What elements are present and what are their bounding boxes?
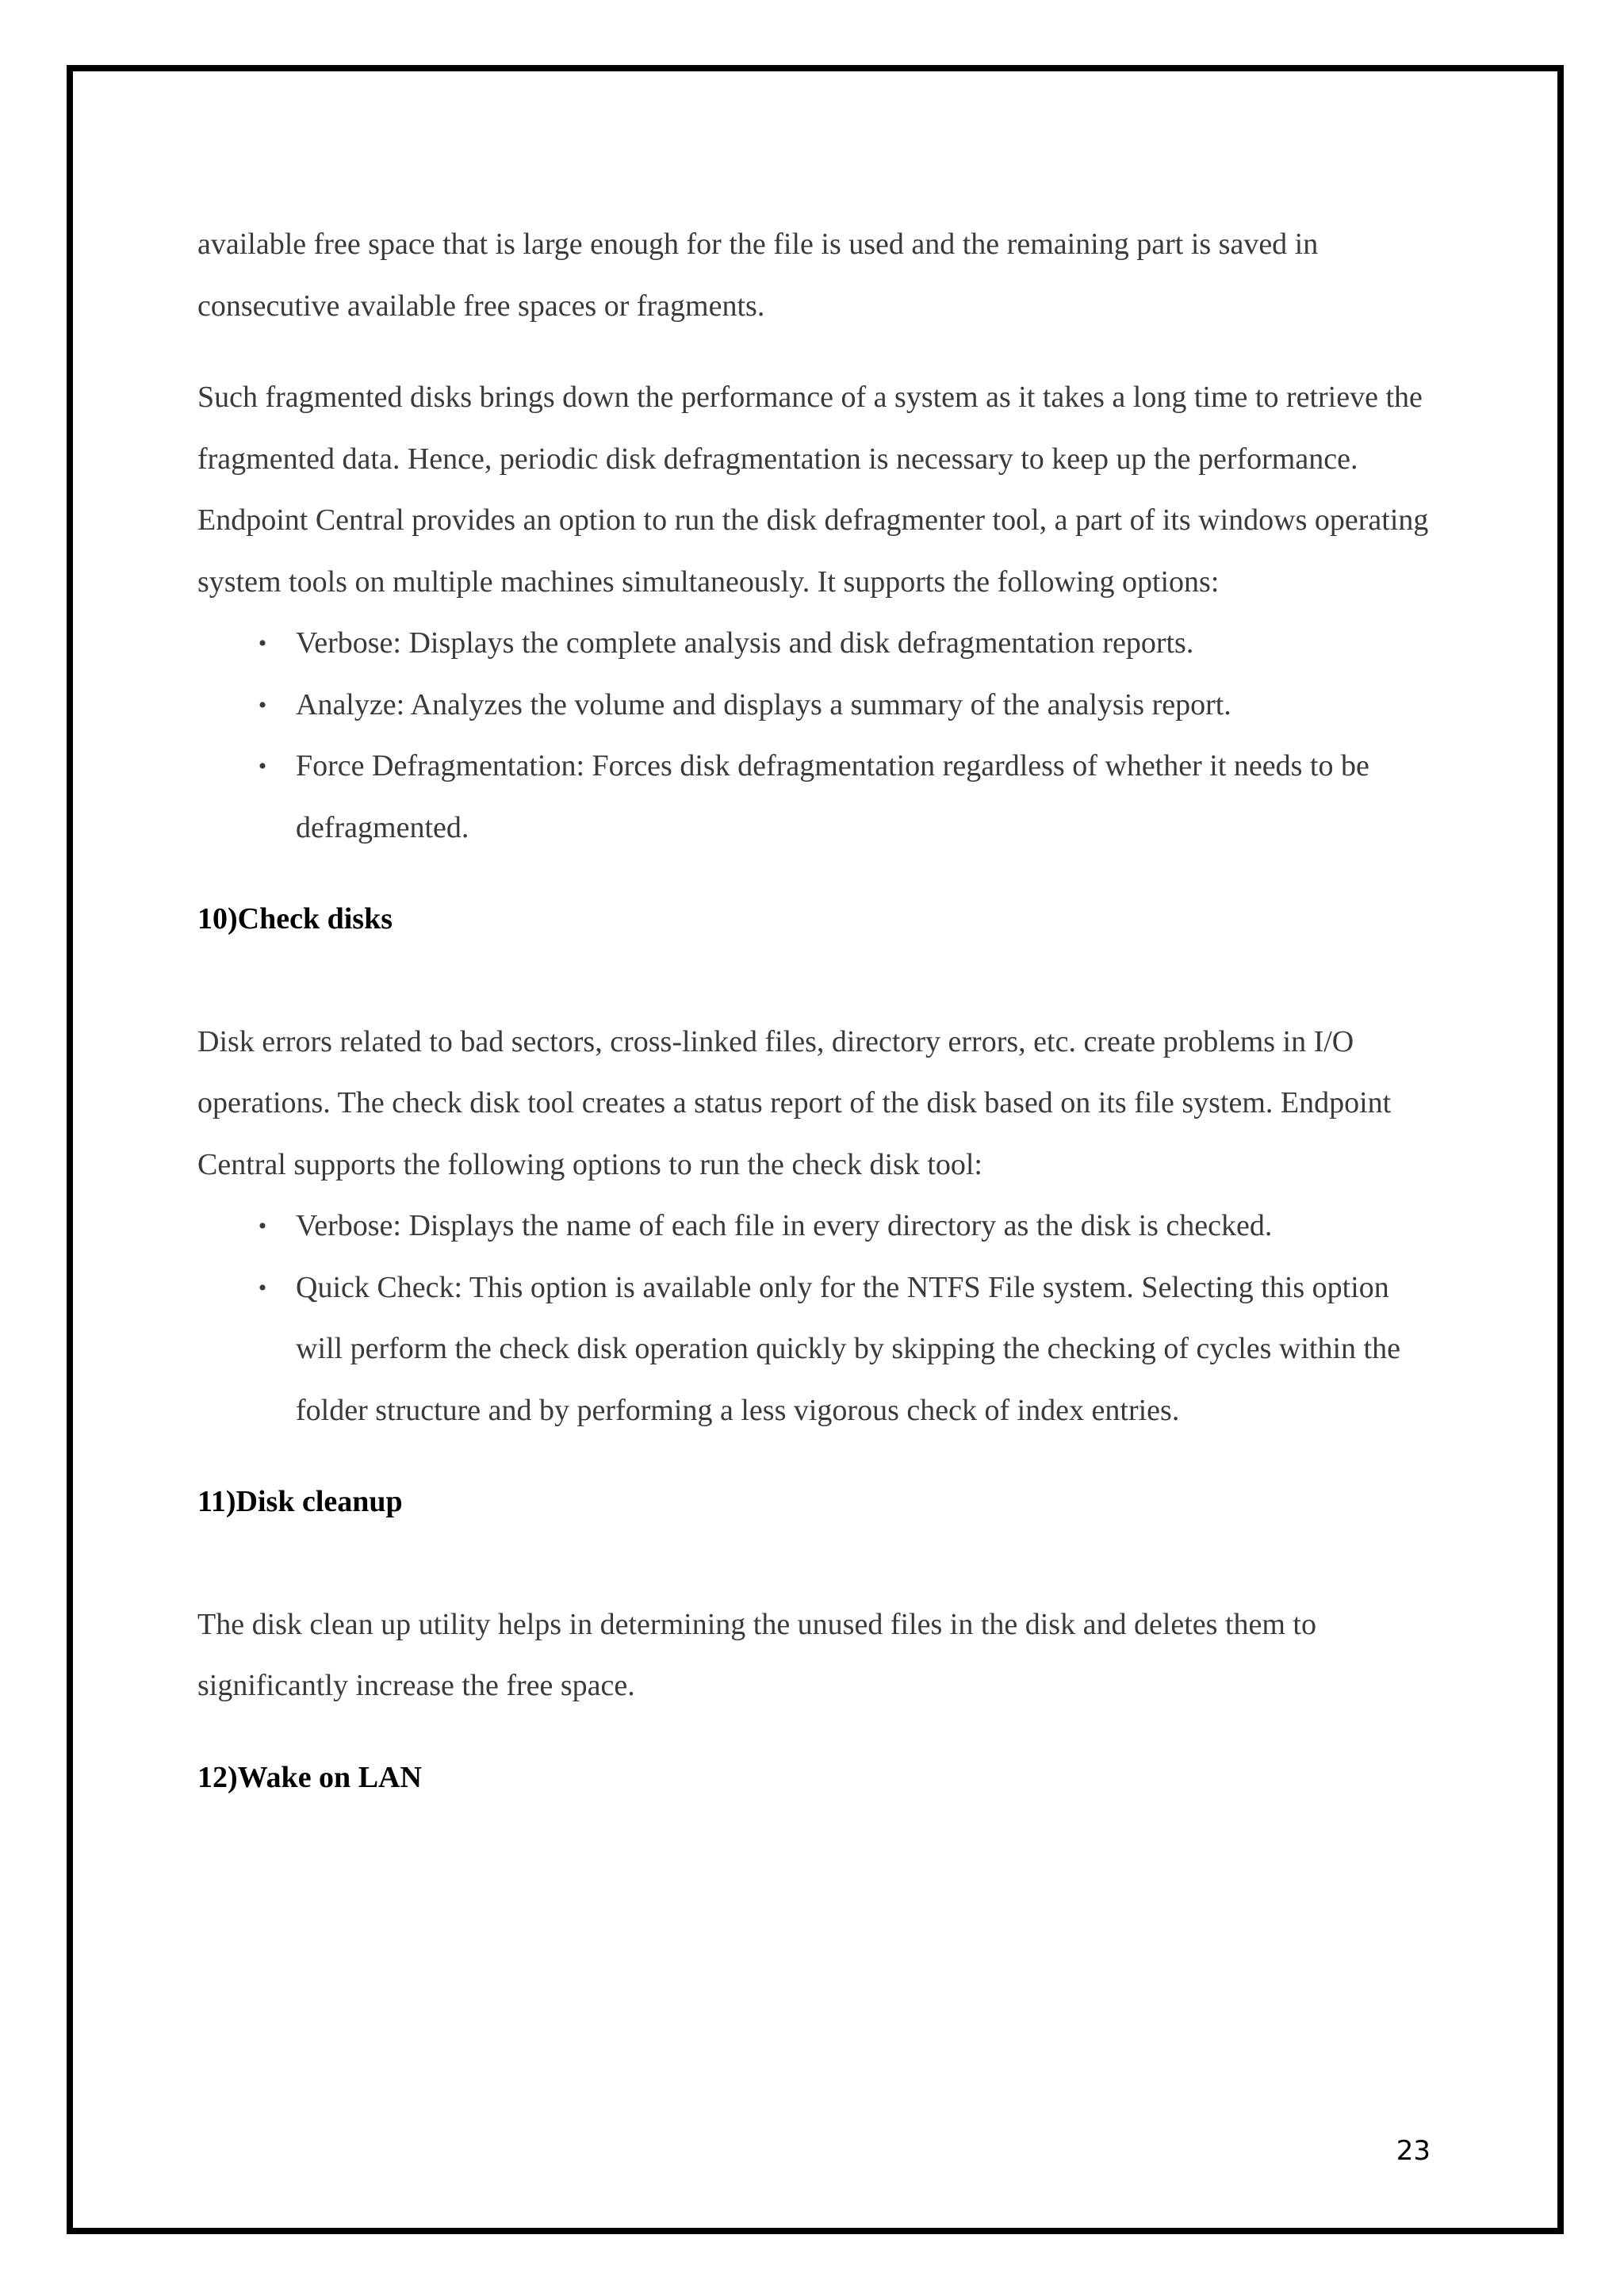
bullet-icon: • — [258, 1274, 267, 1301]
list-item-text: Analyze: Analyzes the volume and displays a summary of the analysis report. — [296, 687, 1231, 721]
list-item-text: Verbose: Displays the name of each file in every directory as the disk is checked. — [296, 1209, 1273, 1242]
list-item-text: Verbose: Displays the complete analysis and disk defragmentation reports. — [296, 626, 1194, 660]
bullet-icon: • — [258, 691, 267, 718]
bullet-icon: • — [258, 1213, 267, 1239]
list-item-text: Quick Check: This option is available only for the NTFS File system. Selecting this option will perform the check disk operation quickly by skipping the checking of cycles within the folder structure and by performing a less vigorous check of index entries. — [296, 1270, 1400, 1427]
list-item — [197, 1196, 1434, 1257]
document-body — [197, 214, 1434, 1869]
list-item — [197, 1257, 1434, 1442]
section-heading-wake-on-lan: 12)Wake on LAN — [197, 1760, 422, 1794]
defrag-options-list — [197, 613, 1434, 859]
paragraph-disk-cleanup: The disk clean up utility helps in determining the unused files in the disk and deletes them to significantly increase the free space. — [197, 1607, 1316, 1702]
list-item — [197, 675, 1434, 737]
checkdisk-options-list — [197, 1196, 1434, 1441]
list-item-text: Force Defragmentation: Forces disk defragmentation regardless of whether it needs to be defragmented. — [296, 749, 1369, 844]
list-item — [197, 613, 1434, 675]
paragraph-free-space: available free space that is large enough for the file is used and the remaining part is saved in consecutive available free spaces or fragments. — [197, 228, 1319, 323]
bullet-icon: • — [258, 630, 267, 656]
page-number: 23 — [1396, 2135, 1431, 2167]
section-heading-disk-cleanup: 11)Disk cleanup — [197, 1485, 403, 1518]
section-heading-check-disks: 10)Check disks — [197, 902, 393, 936]
paragraph-fragmented-disks: Such fragmented disks brings down the performance of a system as it takes a long time to retrieve the fragmented data. Hence, periodic disk defragmentation is necessary to keep up the performance. Endpoint Central provides an option to run the disk defragmenter tool, a part of its windows operating system tools on multiple machines simultaneously. It supports the following options: — [197, 381, 1429, 599]
list-item — [197, 736, 1434, 859]
paragraph-disk-errors: Disk errors related to bad sectors, cross-linked files, directory errors, etc. create problems in I/O operations. The check disk tool creates a status report of the disk based on its file system. Endpoint Central supports the following options to run the check disk tool: — [197, 1024, 1392, 1181]
bullet-icon: • — [258, 753, 267, 779]
